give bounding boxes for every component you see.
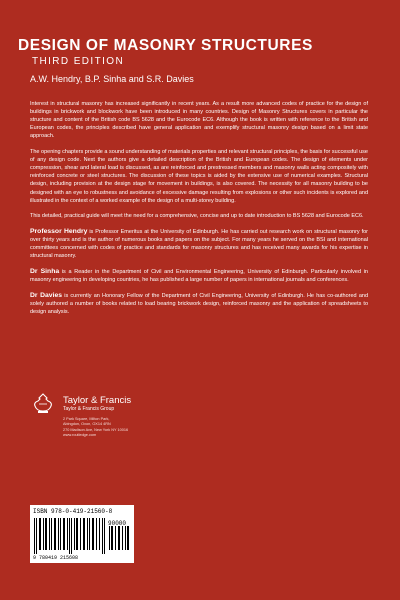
isbn-text: ISBN 978-0-419-21560-8 (33, 508, 113, 515)
description-paragraph-1: Interest in structural masonry has increased significantly in recent years. As a result more advanced codes of practice for the design of buildings in brickwork and blockwork have been introduced in many countries. Design of Masonry Structures covers in particular the structure and content of the British code BS 5628 and the Eurocode EC6. Although the book is written with reference to the British and European codes, the principles described have general application and exemplify structural masonry design based on a limit state approach. (30, 101, 368, 140)
authors-line: A.W. Hendry, B.P. Sinha and S.R. Davies (30, 74, 194, 84)
description-paragraph-2: The opening chapters provide a sound understanding of materials properties and relevant structural principles, the basis for successful use of any design code. Next the authors give a detailed description of the British and European codes. The design of elements under compression, shear and lateral load is discussed, as are reinforced and prestressed members and masonry walls acting compositely with reinforced concrete or steel structures. The discussion of these topics is aided by the extensive use of numerical examples. Structural design, including provision at the design stage for movement in buildings, is also covered. The necessity for all masonry building to be designed with an eye to robustness and avoidance of excessive damage resulting from explosions or other such incidents is explored and illustrated in the context of a worked example of the design of a multi-storey building. (30, 149, 368, 204)
description-paragraph-3: This detailed, practical guide will meet the need for a comprehensive, concise and up to date introduction to BS 5628 and Eurocode EC6. (30, 213, 364, 220)
barcode-box (30, 505, 134, 563)
publisher-group: Taylor & Francis Group (63, 406, 115, 412)
address-line: 270 Madison Ave, New York NY 10016 (63, 427, 129, 432)
author-bio-hendry (30, 228, 368, 260)
author-bio-davies (30, 292, 368, 316)
book-title: DESIGN OF MASONRY STRUCTURES (18, 37, 313, 54)
publisher-name: Taylor & Francis (63, 395, 132, 406)
author-bio-text: is Professor Emeritus at the University of Edinburgh. He has carried out research work on structural masonry for over thirty years and is the author of numerous books and papers on the subject. For many years he served on the BSI and international committees concerned with codes of practice and standards for masonry structures and has received many awards for his expertise in structural masonry. (30, 229, 369, 260)
author-bio-name: Dr Sinha (30, 267, 60, 275)
publisher-address (63, 417, 128, 439)
address-line: Abingdon, Oxon, OX14 4RN (63, 422, 111, 427)
blurb (30, 100, 368, 324)
publisher-website: www.routledge.com (63, 433, 97, 438)
author-bio-text: is a Reader in the Department of Civil and Environmental Engineering, University of Edinburgh. Particularly involved in masonry engineering in developing countries, he has published a large number of papers in international journals and conferences. (30, 268, 368, 284)
author-bio-name: Dr Davies (30, 291, 63, 299)
author-bio-text: is currently an Honorary Fellow of the Department of Civil Engineering, University of Edinburgh. He has co-authored and solely authored a number of books related to load bearing brickwork design, reinforced masonry and the application of spreadsheets to design analysis. (30, 292, 369, 315)
author-bio-name: Professor Hendry (30, 228, 88, 235)
price-code: 90000 (108, 520, 127, 527)
taylor-francis-urn-icon (30, 393, 56, 415)
author-bio-sinha (30, 268, 368, 284)
ean-digits: 9 780419 215608 (33, 555, 79, 561)
edition-label: THIRD EDITION (32, 56, 125, 67)
address-line: 2 Park Square, Milton Park, (63, 417, 110, 421)
